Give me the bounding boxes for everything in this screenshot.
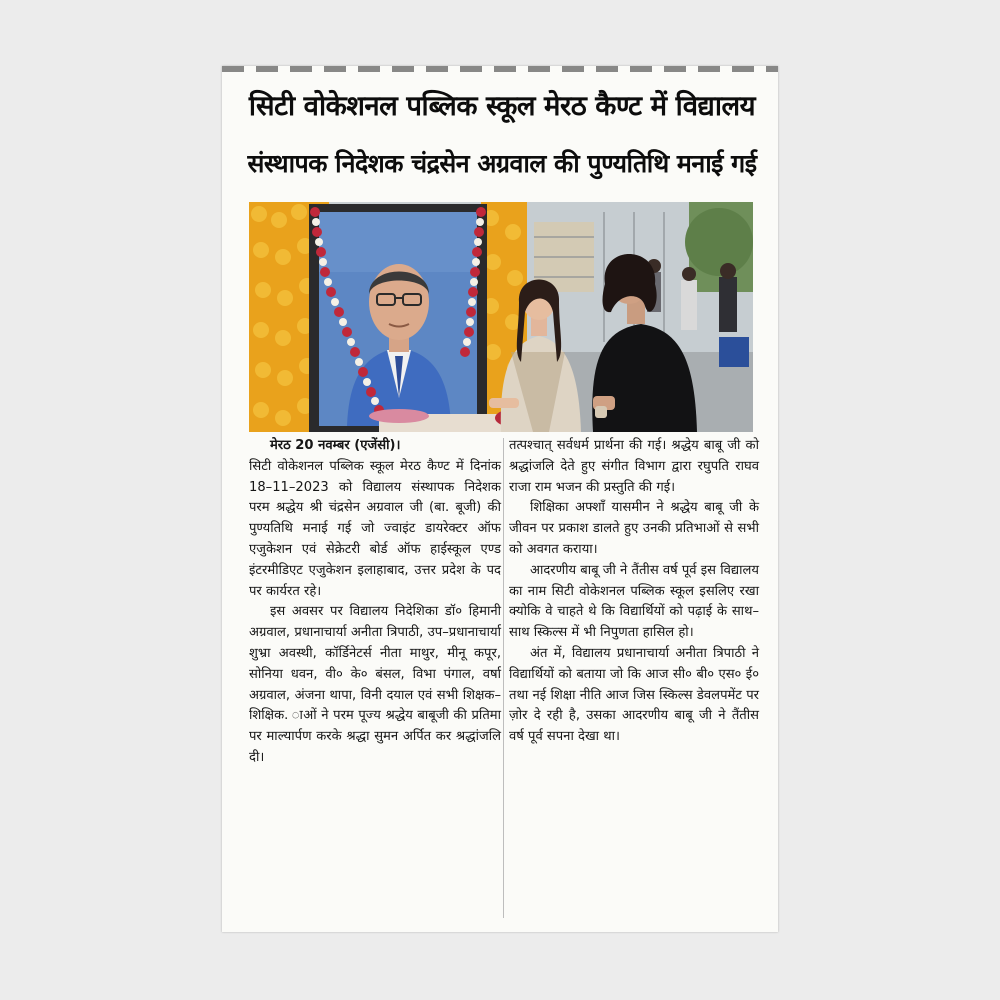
headline-line-2: संस्थापक निदेशक चंद्रसेन अग्रवाल की पुण्यतिथि मनाई गई [247, 149, 757, 178]
article-paragraph: तत्पश्चात् सर्वधर्म प्रार्थना की गई। श्रद्धेय बाबू जी को श्रद्धांजलि देते हुए संगीत विभाग द्वारा रघुपति राघव राजा राम भजन की प्रस्तुति की गई। [509, 438, 759, 495]
article-paragraph: इस अवसर पर विद्यालय निदेशिका डॉ० हिमानी अग्रवाल, प्रधानाचार्या अनीता त्रिपाठी, उप–प्रधानाचार्या शुभ्रा अवस्थी, कॉर्डिनेटर्स नीता माथुर, मीनू कपूर, सोनिया धवन, वी० के० बंसल, विभा पंगाल, वर्षा अग्रवाल, अंजना थापा, विनी दयाल एवं सभी शिक्षक–शिक्षिक. ाओं ने परम पूज्य श्रद्धेय बाबूजी की प्रतिमा पर माल्यार्पण करके श्रद्धा सुमन अर्पित कर श्रद्धांजलि दी। [249, 604, 501, 765]
article-paragraph: आदरणीय बाबू जी ने तैंतीस वर्ष पूर्व इस विद्यालय का नाम सिटी वोकेशनल पब्लिक स्कूल इसलिए रखा क्योकि वे चाहते थे कि विद्यार्थियों को पढ़ाई के साथ–साथ स्किल्स में भी निपुणता हासिल हो। [509, 562, 759, 641]
article-paragraph: शिक्षिका अफ्शाँ यासमीन ने श्रद्धेय बाबू जी के जीवन पर प्रकाश डालते हुए उनकी प्रतिभाओं से सभी को अवगत कराया। [509, 500, 759, 557]
article-column-left [249, 436, 501, 769]
headline-line-1: सिटी वोकेशनल पब्लिक स्कूल मेरठ कैण्ट में विद्यालय [248, 90, 756, 122]
article-paragraph: अंत में, विद्यालय प्रधानाचार्या अनीता त्रिपाठी ने विद्यार्थियों को बताया जो कि आज सी० बी० एस० ई० तथा नई शिक्षा नीति आज जिस स्किल्स डेवलपमेंट पर ज़ोर दे रही है, उसका आदरणीय बाबू जी ने तैंतीस वर्ष पूर्व सपना देखा था। [509, 645, 759, 745]
tribute-photo [249, 202, 753, 432]
tribute-photo-illustration [249, 202, 753, 432]
column-divider [503, 438, 504, 918]
newspaper-clipping [222, 66, 778, 932]
article-column-right [509, 436, 759, 748]
article-paragraph: सिटी वोकेशनल पब्लिक स्कूल मेरठ कैण्ट में दिनांक 18–11–2023 को विद्यालय संस्थापक निदेशक परम श्रद्धेय श्री चंद्रसेन अग्रवाल जी (बा. बूजी) की पुण्यतिथि मनाई गई जो ज्वाइंट डायरेक्टर ऑफ एजुकेशन एवं सेक्रेटरी बोर्ड ऑफ हाईस्कूल एण्ड इंटरमीडिएट एजुकेशन इलाहाबाद, उत्तर प्रदेश के पद पर कार्यरत रहे। [249, 458, 501, 599]
torn-top-edge [222, 66, 778, 72]
article-dateline: मेरठ 20 नवम्बर (एजेंसी)। [269, 438, 401, 453]
